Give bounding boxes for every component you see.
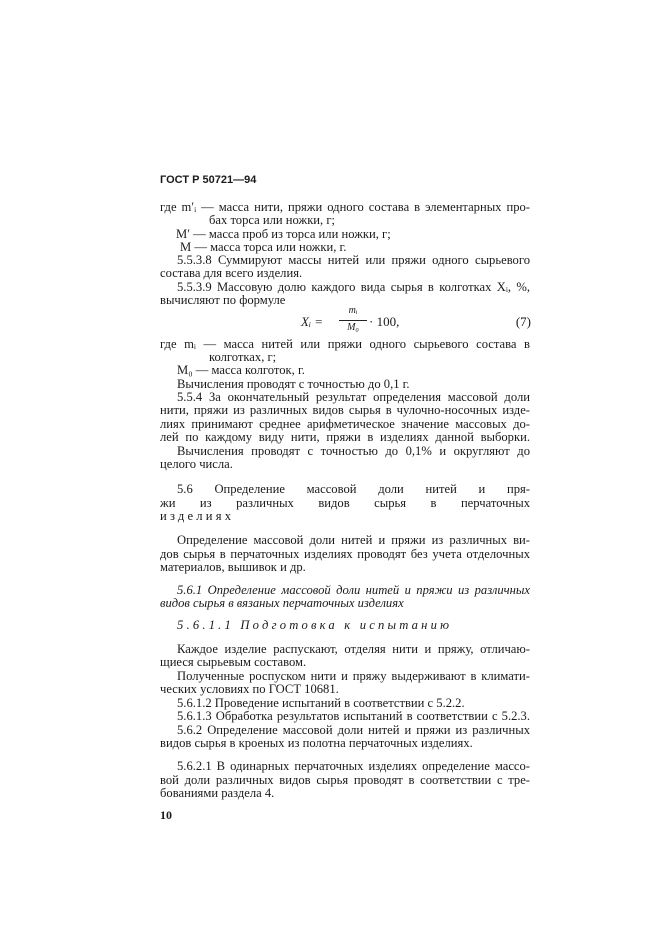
text-line: состава для всего изделия. [160,266,303,280]
text-line: вой доли различных видов сырья проводят в соответствии с тре- [160,773,530,787]
text-line: ческих условиях по ГОСТ 10681. [160,682,339,696]
text-line: вычисляют по формуле [160,293,286,307]
document-header: ГОСТ Р 50721—94 [160,174,257,186]
text-line: 5.6.2 Определение массовой доли нитей и пряжи из различных [177,723,530,737]
subsection-heading: 5.6.1 Определение массовой доли нитей и пряжи из различных [177,583,530,597]
text-line: 5.6.2.1 В одинарных перчаточных изделиях определение массо- [177,759,530,773]
formula-7 [301,305,531,339]
formula-numerator: mᵢ [348,305,358,316]
formula-rest: · 100, [369,314,400,329]
text-line: целого числа. [160,457,233,471]
text-line: лиях принимают среднее арифметическое значение массовых до- [160,417,530,431]
formula-lhs: Xᵢ = [301,314,324,329]
text-line: 5.6.1.3 Обработка результатов испытаний в соответствии с 5.2.3. [177,709,530,723]
formula-denominator: M₀ [347,322,359,333]
text-line: колготках, г; [209,350,277,364]
text-line: 5.6.1.2 Проведение испытаний в соответствии с 5.2.2. [177,696,465,710]
text-line: Вычисления проводят с точностью до 0,1 г. [177,377,410,391]
text-line: щиеся сырьевым составом. [160,655,307,669]
text-line: M₀ — масса колготок, г. [177,363,305,377]
text-line: лей по каждому виду нити, пряжи в изделиях данной выборки. [160,430,530,444]
fraction-bar [339,320,367,321]
text-line: Полученные роспуском нити и пряжу выдерживают в климати- [177,669,530,683]
page-number: 10 [160,808,172,822]
text-line: видов сырья в кроеных из полотна перчаточных изделиях. [160,736,473,750]
formula-number: (7) [515,314,531,329]
text-line: 5.5.3.8 Суммируют массы нитей или пряжи одного сырьевого [177,253,530,267]
subsection-heading: 5.6.1.1 Подготовка к испытанию [177,618,453,632]
text-line: где m′ᵢ — масса нити, пряжи одного состава в элементарных про- [160,200,530,214]
section-heading: 5.6 Определение массовой доли нитей и пря- [177,482,530,496]
text-line: бованиями раздела 4. [160,786,275,800]
text-line: нити, пряжи из различных видов сырья в чулочно-носочных изде- [160,403,530,417]
text-line: Определение массовой доли нитей и пряжи из различных ви- [177,533,530,547]
text-line: дов сырья в перчаточных изделиях проводят без учета отделочных [160,547,530,561]
text-line: M′ — масса проб из торса или ножки, г; [176,227,391,241]
text-line: Вычисления проводят с точностью до 0,1% и округляют до [177,444,530,458]
text-line: материалов, вышивок и др. [160,560,306,574]
text-line: 5.5.4 За окончательный результат определения массовой доли [177,390,530,404]
section-heading: изделиях [160,509,235,523]
section-heading: жи из различных видов сырья в перчаточных [160,496,530,510]
text-line: где mᵢ — масса нитей или пряжи одного сырьевого состава в [160,337,530,351]
subsection-heading: видов сырья в вязаных перчаточных изделиях [160,596,404,610]
text-line: Каждое изделие распускают, отделяя нити и пряжу, отличаю- [177,642,530,656]
text-line: M — масса торса или ножки, г. [180,240,347,254]
text-line: 5.5.3.9 Массовую долю каждого вида сырья в колготках Xᵢ, %, [177,280,530,294]
text-line: бах торса или ножки, г; [209,213,336,227]
